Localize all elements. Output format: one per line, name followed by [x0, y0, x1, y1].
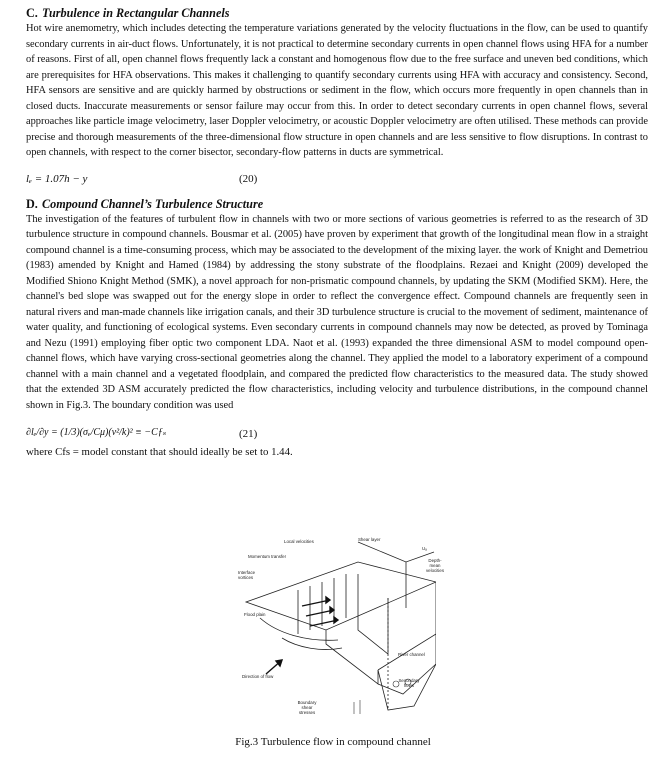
where-note: where Cfs = model constant that should ideally be set to 1.44.: [26, 446, 293, 458]
label-secondary-flows: Secondary flows: [398, 678, 420, 688]
label-depth-mean-velocities: Depth-mean velocities: [425, 558, 445, 573]
figure-caption: Fig.3 Turbulence flow in compound channel: [235, 736, 431, 748]
label-direction-of-flow: Direction of flow: [242, 674, 274, 679]
label-shear-layer: Shear layer: [358, 537, 381, 542]
label-interface-vortices: Interface vortices: [238, 570, 256, 580]
label-boundary-shear-stresses: Boundary shear stresses: [297, 700, 317, 715]
equation-20-expression: lₑ = 1.07h − y: [26, 172, 88, 185]
equation-21-expression: ∂lₑ/∂y = (1/3)(σₑ/Cμ)(v²/k)² ≡ −Cƒₛ: [26, 427, 167, 438]
section-d-letter: D.: [26, 196, 38, 211]
equation-20: [26, 167, 648, 189]
equation-20-number: (20): [239, 172, 258, 185]
section-c-title: Turbulence in Rectangular Channels: [42, 6, 230, 20]
section-d-heading: [26, 197, 648, 212]
label-flood-plain: Flood plain: [244, 612, 266, 617]
label-ud: Uₐ: [422, 546, 427, 551]
equation-21-number: (21): [239, 428, 258, 440]
section-c-letter: C.: [26, 6, 38, 20]
section-d-paragraph: The investigation of the features of turbulent flow in channels with two or more sections of various geometries is referred to as the research of 3D turbulence structure in compound channels. Bousmar et al. (2005) have proven by experiment that growth of the longitudinal mean flow in a straight compound channel is a time-consuming process, which may be associated to the development of the mixing layer. the work of Knight and Demetriou (1983) amended by Knight and Hamed (1984) by addressing the stony substrate of the floodplains. Rezaei and Knight (2009) developed the Modified Shiono Knight Method (SMK), a novel approach for non-prismatic compound channels, by updating the SKM (Modified SKM). Here, the channel's bed slope was swapped out for the energy slope in order to reflect the convergence effect. Compound channels are frequently seen in natural rivers and man-made channels like irrigation canals, and their 3D turbulence structure is crucial to the movement of sediment, maintenance of water quality, and functioning of ecological systems. Even secondary currents in compound channels may now be detected, as proved by Tominaga and Nezu (1991) employing fiber optic two component LDA. Naot et al. (1993) expanded the three dimensional ASM to model compound open-channel flows, which have varying cross-sectional geometries along the channel. They applied the model to a laboratory experiment of a compound channel with a main channel and a vegetated floodplain, and compared the predicted flow characteristics to the measured data. The study showed that the extended 3D ASM accurately predicted the flow characteristics, including velocity and turbulence distributions, in the compound channel shown in Fig.3. The boundary condition was used: [26, 213, 648, 411]
section-c-heading: [26, 6, 648, 21]
paper-page: [26, 6, 648, 459]
label-local-velocities: Local velocities: [284, 539, 314, 544]
section-d-title: Compound Channel’s Turbulence Structure: [42, 196, 264, 211]
label-river-channel: River channel: [398, 652, 425, 657]
label-momentum-transfer: Momentum transfer: [248, 554, 287, 559]
section-c-paragraph: Hot wire anemometry, which includes detecting the temperature variations generated by the velocity fluctuations in the flow, can be used to quantify secondary currents in air-duct flows. Unfortunately, it is not practical to determine secondary currents in open channel flows using HFA for a number of reasons. First of all, open channel flows frequently lack a constant and homogenous flow due to the free surface and uneven bed conditions, which are prerequisites for HFA observations. This makes it challenging to quantify secondary currents using HFA with accuracy and consistency. Second, HFA sensors are sensitive and are quickly harmed by obstructions or sediment in the flow, which occurs more frequently in open channels than in closed ducts. Inaccurate measurements or sensor failure may occur from this. In order to detect secondary currents in open channel flows, several approaches like particle image velocimetry, laser Doppler velocimetry, or acoustic Doppler velocimetry are often utilised. These methods can provide precise and thorough measurements of the three-dimensional flow structure in open channels and are less sensitive to flow disruptions. In contrast to open channels, with respect to the corner bisector, secondary-flow patterns in ducts are symmetrical.: [26, 23, 648, 158]
compound-channel-figure: [238, 534, 445, 730]
equation-21: [26, 423, 648, 445]
compound-channel-diagram: [238, 534, 436, 730]
